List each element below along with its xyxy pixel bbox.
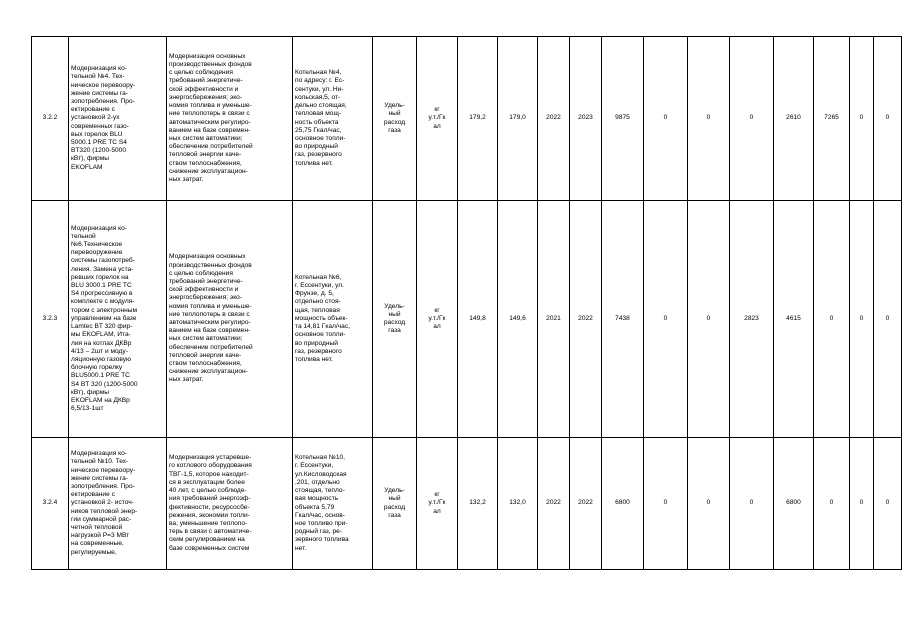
- value-before: 132,2: [458, 438, 498, 570]
- cost-cell: 0: [850, 438, 874, 570]
- value-before: 149,8: [458, 201, 498, 438]
- indicator: Удель- ный расход газа: [373, 438, 417, 570]
- year-end: 2022: [570, 438, 602, 570]
- cost-cell: 0: [730, 438, 774, 570]
- cost-cell: 0: [874, 201, 902, 438]
- object-description: Котельная №4, по адресу: г. Ес- сентуки, ул. Ни- кольская,5, от- дельно стоящая, тепловая мощ- ность объекта 25,75 Гкал/час, основное топли- во природный газ, резервного топлива нет.: [293, 37, 373, 201]
- unit: кг у.т./Гк ал: [417, 37, 458, 201]
- total-cost: 6800: [602, 438, 644, 570]
- project-name: Модернизация ко- тельной №10. Тех- ническое перевоору- жение системы га- зопотребления. Про- ектирование с установкой 2- источ- ников тепловой энер- гии суммарной рас- четной тепловой нагрузкой Р=3 МВт на современные, регулируемые,: [69, 438, 167, 570]
- object-description: Котельная №6, г. Ессентуки, ул. Фрунзе, д. 5, отдельно стоя- щая, тепловая мощность объек- та 14,81 Гкал/час, основное топли- во природный газ, резервного топлива нет.: [293, 201, 373, 438]
- cost-cell: 2610: [774, 37, 814, 201]
- cost-cell: 0: [644, 37, 688, 201]
- cost-cell: 0: [874, 37, 902, 201]
- table-row: [32, 37, 902, 201]
- cost-cell: 0: [688, 438, 730, 570]
- cost-cell: 0: [644, 438, 688, 570]
- cost-cell: 0: [874, 438, 902, 570]
- value-before: 179,2: [458, 37, 498, 201]
- year-end: 2023: [570, 37, 602, 201]
- table-row: [32, 438, 902, 570]
- cost-cell: 4615: [774, 201, 814, 438]
- cost-cell: 0: [644, 201, 688, 438]
- project-name: Модернизация ко- тельной №6.Техническое перевооружение системы газопотреб- ления. Замена уста- ревших горелок на BLU 3000.1 PRE TC S4 прогрессивную в комплекте с модуля- тором с электронным управлением на базе Lamtec BT 320 фир- мы EKOFLAM, Ита- лия на котлах ДКВр 4/13 – 2шт и моду- ляционную газовую блочную горелку BLU5000.1 PRE TC S4 BT 320 (1200-5000 кВт), фирмы EKOFLAM на ДКВр 6,5/13-1шт: [69, 201, 167, 438]
- row-number: 3.2.3: [32, 201, 69, 438]
- cost-cell: 0: [850, 201, 874, 438]
- object-description: Котельная №10, г. Ессентуки, ул.Кисловодская ,201, отдельно стоящая, тепло- вая мощность объекта 5,79 Гкал/час, основ- ное топливо при- родный газ, ре- зервного топлива нет.: [293, 438, 373, 570]
- project-name: Модернизация ко- тельной №4. Тех- ническое перевоору- жение системы га- зопотребления. Про- ектирование с установкой 2-ух современных газо- вых горелок BLU 5000.1 PRE TC S4 BT320 (1200-5000 кВт), фирмы EKOFLAM: [69, 37, 167, 201]
- indicator: Удель- ный расход газа: [373, 201, 417, 438]
- year-start: 2022: [538, 37, 570, 201]
- value-after: 132,0: [498, 438, 538, 570]
- row-number: 3.2.4: [32, 438, 69, 570]
- cost-cell: 7265: [814, 37, 850, 201]
- total-cost: 9875: [602, 37, 644, 201]
- cost-cell: 0: [814, 201, 850, 438]
- modernization-table: [31, 36, 902, 570]
- project-goal: Модернизация основных производственных фондов с целью соблюдения требований энергетиче- ской эффективности и энергосбережения; эко- номия топлива и уменьше- ние теплопотерь в связи с автоматическим регулиро- ванием на базе современ- ных систем автоматики; обеспечение потребителей тепловой энергии каче- ством теплоснабжения, снижение эксплуатацион- ных затрат.: [167, 201, 293, 438]
- cost-cell: 6800: [774, 438, 814, 570]
- unit: кг у.т./Гк ал: [417, 438, 458, 570]
- value-after: 149,6: [498, 201, 538, 438]
- indicator: Удель- ный расход газа: [373, 37, 417, 201]
- cost-cell: 0: [814, 438, 850, 570]
- cost-cell: 0: [688, 201, 730, 438]
- unit: кг у.т./Гк ал: [417, 201, 458, 438]
- table-row: [32, 201, 902, 438]
- project-goal: Модернизация основных производственных фондов с целью соблюдения требований энергетиче- ской эффективности и энергосбережения; эко- номия топлива и уменьше- ние теплопотерь в связи с автоматическим регулиро- ванием на базе современ- ных систем автоматики; обеспечение потребителей тепловой энергии каче- ством теплоснабжения, снижение эксплуатацион- ных затрат.: [167, 37, 293, 201]
- value-after: 179,0: [498, 37, 538, 201]
- row-number: 3.2.2: [32, 37, 69, 201]
- cost-cell: 0: [688, 37, 730, 201]
- cost-cell: 2823: [730, 201, 774, 438]
- year-start: 2021: [538, 201, 570, 438]
- total-cost: 7438: [602, 201, 644, 438]
- cost-cell: 0: [730, 37, 774, 201]
- project-goal: Модернизация устаревше- го котлового оборудования ТВГ-1,5, которое находит- ся в эксплуатации более 40 лет, с целью соблюде- ния требований энергоэф- фективности, ресурсосбе- режения, экономии топли- ва, уменьшение теплопо- терь в связи с автоматиче- ским регулированием на базе современных систем: [167, 438, 293, 570]
- year-end: 2022: [570, 201, 602, 438]
- year-start: 2022: [538, 438, 570, 570]
- cost-cell: 0: [850, 37, 874, 201]
